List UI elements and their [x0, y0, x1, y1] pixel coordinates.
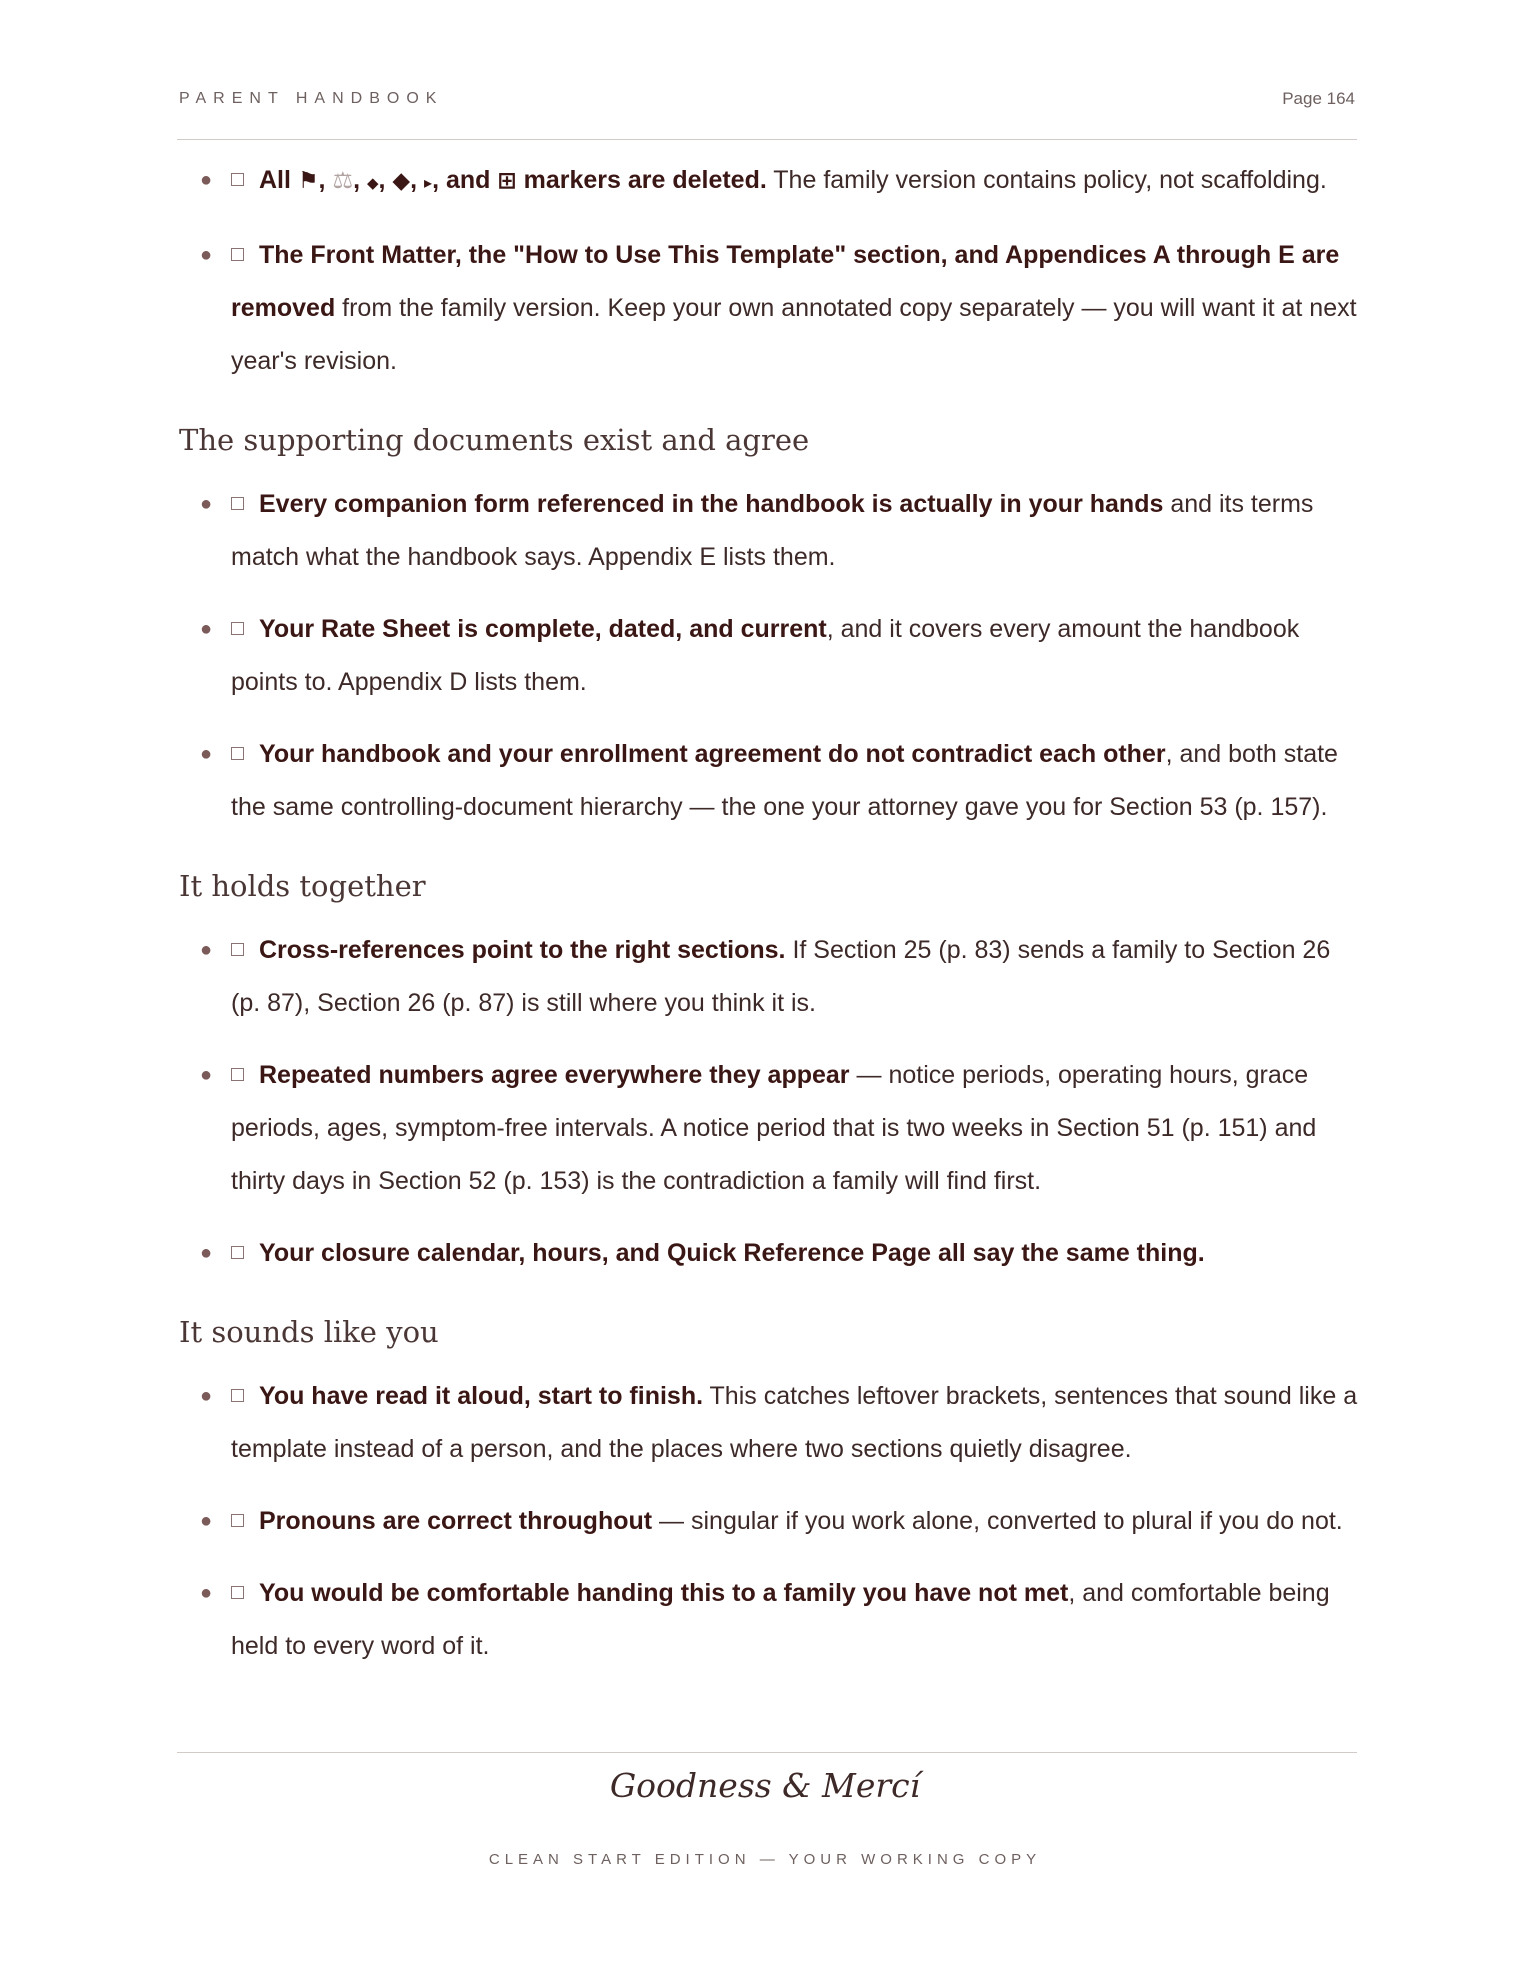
bullet-dot-icon: ● — [200, 1242, 213, 1264]
checkbox-icon[interactable] — [231, 1586, 244, 1599]
triangle-right-icon: ▸ — [424, 175, 433, 192]
item-text: and its terms match what the handbook says. Appendix E lists them. — [231, 490, 1314, 571]
checkbox-icon[interactable] — [231, 1514, 244, 1527]
checklist-item — [179, 478, 1359, 584]
flag-icon: ⚑ — [297, 167, 319, 193]
header-title: PARENT HANDBOOK — [179, 90, 444, 107]
item-text: This catches leftover brackets, sentences that sound like a template instead of a person, and the places where two sections quietly disagree. — [231, 1382, 1358, 1463]
checklist-item — [179, 1370, 1359, 1476]
bullet-dot-icon: ● — [200, 169, 213, 191]
bullet-dot-icon: ● — [200, 1385, 213, 1407]
bullet-dot-icon: ● — [200, 1064, 213, 1086]
bullet-dot-icon: ● — [200, 618, 213, 640]
checklist-item — [179, 154, 1359, 210]
item-bold-text: Every companion form referenced in the handbook is actually in your hands — [259, 490, 1164, 518]
bullet-dot-icon: ● — [200, 1582, 213, 1604]
item-bold-text: Pronouns are correct throughout — [259, 1507, 653, 1535]
checkbox-icon[interactable] — [231, 1246, 244, 1259]
checkbox-icon[interactable] — [231, 943, 244, 956]
checkbox-icon[interactable] — [231, 1389, 244, 1402]
item-bold-text: Your closure calendar, hours, and Quick Reference Page all say the same thing. — [259, 1239, 1205, 1267]
diamond-small-icon: ◆ — [366, 175, 379, 192]
footer-divider — [177, 1752, 1357, 1753]
brand-logo: Goodness & Mercí — [609, 1766, 921, 1805]
item-text: The family version contains policy, not scaffolding. — [766, 166, 1327, 194]
item-text: If Section 25 (p. 83) sends a family to Section 26 (p. 87), Section 26 (p. 87) is still where you think it is. — [231, 936, 1331, 1017]
item-bold-text: You have read it aloud, start to finish. — [259, 1382, 704, 1410]
bullet-dot-icon: ● — [200, 244, 213, 266]
page-number: Page 164 — [1282, 89, 1355, 108]
item-bold-text: Your Rate Sheet is complete, dated, and current — [259, 615, 827, 643]
section-title: It sounds like you — [179, 1315, 439, 1349]
item-text: , and comfortable being held to every word of it. — [231, 1579, 1330, 1660]
item-bold-text: All ⚑, ⚖, ◆, ◆, ▸, and ⊞ markers are deleted. — [259, 166, 767, 194]
bullet-dot-icon: ● — [200, 743, 213, 765]
section-title: It holds together — [179, 869, 426, 903]
checklist-item — [179, 924, 1359, 1030]
item-text: , and both state the same controlling-document hierarchy — the one your attorney gave you for Section 53 (p. 157). — [231, 740, 1338, 821]
item-text: — singular if you work alone, converted to plural if you do not. — [652, 1507, 1343, 1535]
checklist-item — [179, 1495, 1359, 1548]
diamond-icon: ◆ — [392, 167, 411, 193]
section-title: The supporting documents exist and agree — [179, 423, 810, 457]
checklist-item — [179, 1227, 1359, 1280]
checkbox-icon[interactable] — [231, 1068, 244, 1081]
bullet-dot-icon: ● — [200, 1510, 213, 1532]
checkbox-icon[interactable] — [231, 622, 244, 635]
checkbox-icon[interactable] — [231, 497, 244, 510]
item-text: — notice periods, operating hours, grace periods, ages, symptom-free intervals. A notice period that is two weeks in Section 51 (p. 151) and thirty days in Section 52 (p. 153) is the contradiction a family will find first. — [231, 1061, 1317, 1195]
page-content — [179, 154, 1359, 1673]
item-bold-text: The Front Matter, the "How to Use This Template" section, and Appendices A through E are removed — [231, 241, 1340, 322]
item-bold-text: Your handbook and your enrollment agreement do not contradict each other — [259, 740, 1166, 768]
item-bold-text: Cross-references point to the right sections. — [259, 936, 786, 964]
bullet-dot-icon: ● — [200, 939, 213, 961]
item-text: , and it covers every amount the handbook points to. Appendix D lists them. — [231, 615, 1300, 696]
item-bold-text: You would be comfortable handing this to a family you have not met — [259, 1579, 1069, 1607]
header-divider — [177, 139, 1357, 140]
checkbox-icon[interactable] — [231, 173, 244, 186]
item-bold-text: Repeated numbers agree everywhere they appear — [259, 1061, 850, 1089]
item-text: from the family version. Keep your own annotated copy separately — you will want it at next year's revision. — [231, 294, 1357, 375]
checkbox-icon[interactable] — [231, 248, 244, 261]
checklist-item — [179, 603, 1359, 709]
checklist-item — [179, 229, 1359, 388]
checklist-item — [179, 1049, 1359, 1208]
scale-icon: ⚖ — [332, 167, 354, 193]
bullet-dot-icon: ● — [200, 493, 213, 515]
checklist-item — [179, 728, 1359, 834]
checklist-item — [179, 1567, 1359, 1673]
page-header — [179, 88, 1355, 118]
edition-footer: CLEAN START EDITION — YOUR WORKING COPY — [488, 1851, 1042, 1868]
checkbox-icon[interactable] — [231, 747, 244, 760]
grid-box-icon: ⊞ — [497, 167, 517, 193]
